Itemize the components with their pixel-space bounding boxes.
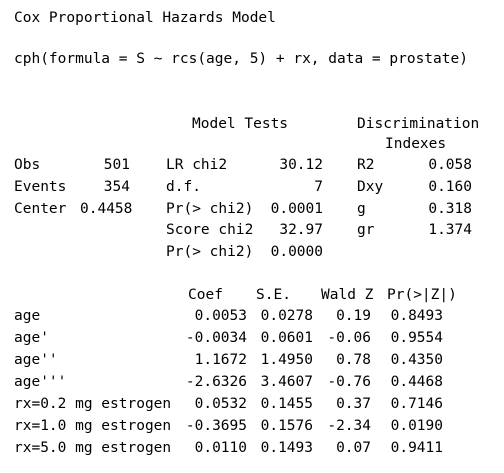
table-row-coef: 0.0532 [194, 396, 247, 412]
table-row-z: -0.76 [327, 374, 371, 390]
table-row-term: rx=1.0 mg estrogen [14, 418, 172, 434]
table-row-coef: 0.0053 [194, 308, 247, 324]
score-chi2-label: Score chi2 [166, 222, 254, 238]
g-label: g [357, 201, 366, 217]
center-label: Center [14, 201, 67, 217]
obs-label: Obs [14, 157, 41, 173]
table-row-p: 0.7146 [390, 396, 443, 412]
table-row-p: 0.4350 [390, 352, 443, 368]
g-value: 0.318 [428, 201, 472, 217]
discrimination-header: Discrimination [357, 116, 480, 132]
col-waldz-header: Wald Z [321, 287, 374, 303]
table-row-se: 0.0601 [260, 330, 313, 346]
model-formula: cph(formula = S ~ rcs(age, 5) + rx, data = prostate) [14, 51, 468, 67]
r2-label: R2 [357, 157, 375, 173]
table-row-z: 0.07 [336, 440, 371, 456]
events-value: 354 [103, 179, 130, 195]
page-title: Cox Proportional Hazards Model [14, 10, 276, 26]
table-row-coef: 1.1672 [194, 352, 247, 368]
table-row-p: 0.9554 [390, 330, 443, 346]
dxy-label: Dxy [357, 179, 384, 195]
table-row-coef: -0.0034 [185, 330, 247, 346]
lr-chi2-label: LR chi2 [166, 157, 228, 173]
table-row-term: rx=0.2 mg estrogen [14, 396, 172, 412]
pr-chi2-label: Pr(> chi2) [166, 201, 254, 217]
table-row-se: 0.1493 [260, 440, 313, 456]
events-label: Events [14, 179, 67, 195]
pr-score-chi2-value: 0.0000 [270, 244, 323, 260]
score-chi2-value: 32.97 [279, 222, 323, 238]
discrimination-subheader: Indexes [385, 136, 447, 152]
table-row-se: 1.4950 [260, 352, 313, 368]
table-row-term: rx=5.0 mg estrogen [14, 440, 172, 456]
table-row-coef: -2.6326 [185, 374, 247, 390]
table-row-coef: 0.0110 [194, 440, 247, 456]
table-row-z: -0.06 [327, 330, 371, 346]
gr-value: 1.374 [428, 222, 472, 238]
table-row-term: age' [14, 330, 49, 346]
gr-label: gr [357, 222, 375, 238]
col-se-header: S.E. [256, 287, 291, 303]
table-row-p: 0.9411 [390, 440, 443, 456]
table-row-term: age [14, 308, 41, 324]
table-row-z: -2.34 [327, 418, 371, 434]
table-row-se: 0.1455 [260, 396, 313, 412]
obs-value: 501 [103, 157, 130, 173]
table-row-term: age''' [14, 374, 67, 390]
lr-chi2-value: 30.12 [279, 157, 323, 173]
df-value: 7 [314, 179, 323, 195]
r2-value: 0.058 [428, 157, 472, 173]
pr-score-chi2-label: Pr(> chi2) [166, 244, 254, 260]
table-row-p: 0.8493 [390, 308, 443, 324]
table-row-se: 0.1576 [260, 418, 313, 434]
table-row-p: 0.0190 [390, 418, 443, 434]
table-row-z: 0.78 [336, 352, 371, 368]
center-value: 0.4458 [80, 201, 133, 217]
table-row-z: 0.19 [336, 308, 371, 324]
model-tests-header: Model Tests [192, 116, 289, 132]
table-row-coef: -0.3695 [185, 418, 247, 434]
df-label: d.f. [166, 179, 201, 195]
dxy-value: 0.160 [428, 179, 472, 195]
col-p-header: Pr(>|Z|) [387, 287, 457, 303]
table-row-se: 0.0278 [260, 308, 313, 324]
table-row-p: 0.4468 [390, 374, 443, 390]
table-row-term: age'' [14, 352, 58, 368]
col-coef-header: Coef [188, 287, 223, 303]
pr-chi2-value: 0.0001 [270, 201, 323, 217]
table-row-z: 0.37 [336, 396, 371, 412]
table-row-se: 3.4607 [260, 374, 313, 390]
